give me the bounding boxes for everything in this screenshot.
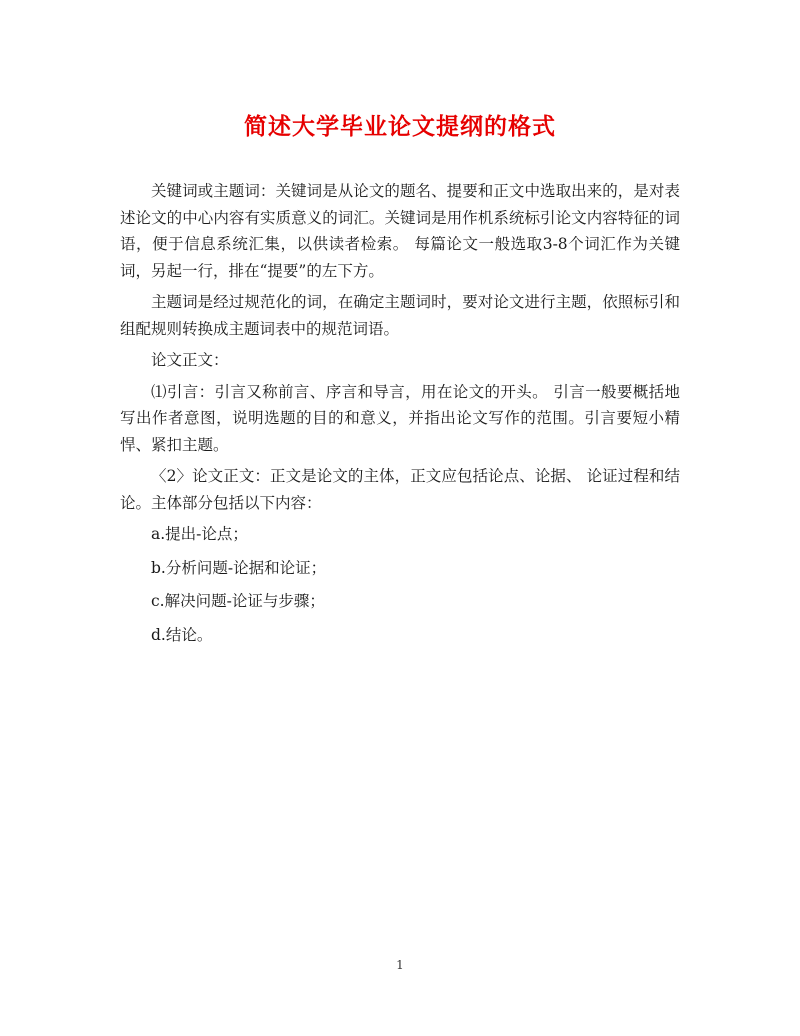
paragraph-body-heading: 论文正文： bbox=[151, 351, 229, 369]
page-number: 1 bbox=[396, 958, 404, 972]
paragraph-subject-terms: 主题词是经过规范化的词，在确定主题词时，要对论文进行主题，依照标引和组配规则转换成主题词表中的规范词语。 bbox=[120, 293, 680, 338]
paragraph-main-text: 〈2〉论文正文：正文是论文的主体，正文应包括论点、论据、 论证过程和结论。主体部分包括以下内容： bbox=[120, 467, 680, 512]
list-item-c: c.解决问题-论证与步骤； bbox=[151, 592, 325, 610]
paragraph-introduction: ⑴引言：引言又称前言、序言和导言，用在论文的开头。 引言一般要概括地写出作者意图，说明选题的目的和意义，并指出论文写作的范围。引言要短小精悍、紧扣主题。 bbox=[120, 382, 680, 454]
list-item-b: b.分析问题-论据和论证； bbox=[151, 558, 327, 577]
paragraph-keywords: 关键词或主题词：关键词是从论文的题名、提要和正文中选取出来的，是对表述论文的中心内容有实质意义的词汇。关键词是用作机系统标引论文内容特征的词语，便于信息系统汇集，以供读者检索。 每篇论文一般选取3-8个词汇作为关键词，另起一行，排在“提要”的左下方。 bbox=[120, 182, 680, 280]
document-body bbox=[120, 178, 680, 655]
list-item-d: d.结论。 bbox=[151, 625, 213, 644]
list-item-a: a.提出-论点； bbox=[151, 525, 248, 543]
document-title: 简述大学毕业论文提纲的格式 bbox=[244, 113, 556, 140]
